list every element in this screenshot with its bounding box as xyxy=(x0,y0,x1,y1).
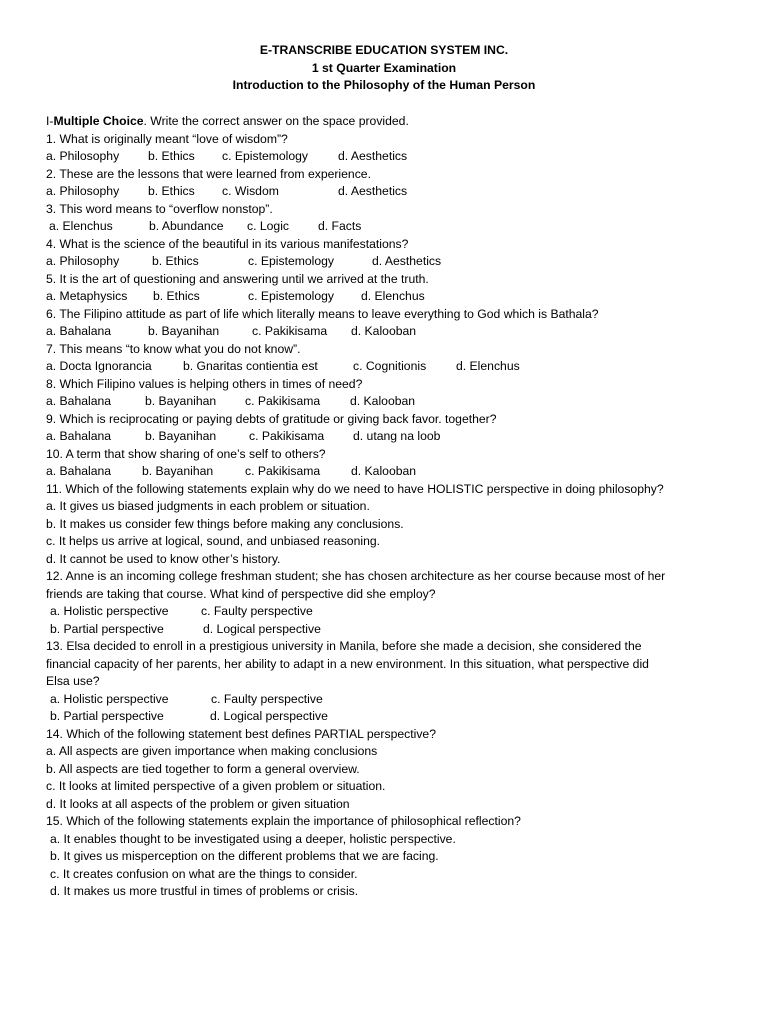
question-13-line-3: Elsa use? xyxy=(46,674,100,688)
q14-option-c: c. It looks at limited perspective of a given problem or situation. xyxy=(46,779,386,793)
question-13-line-2: financial capacity of her parents, her ability to adapt in a new environment. In this situation, what perspective did xyxy=(46,656,649,671)
question-12-line-1: 12. Anne is an incoming college freshman student; she has chosen architecture as her course because most of her xyxy=(46,569,666,583)
instructions: I-Multiple Choice. Write the correct answer on the space provided. xyxy=(46,114,409,128)
options-6: a. Bahalana b. Bayanihan c. Pakikisama d. Kalooban xyxy=(46,324,417,338)
question-4: 4. What is the science of the beautiful in its various manifestations? xyxy=(46,236,409,251)
q15-option-a: a. It enables thought to be investigated using a deeper, holistic perspective. xyxy=(50,831,456,846)
q11-option-c: c. It helps us arrive at logical, sound, and unbiased reasoning. xyxy=(46,534,381,548)
q12-options-row-2: b. Partial perspective d. Logical perspective xyxy=(50,621,321,636)
company-name: E-TRANSCRIBE EDUCATION SYSTEM INC. xyxy=(259,43,509,57)
question-10: 10. A term that show sharing of one’s self to others? xyxy=(46,446,326,461)
q15-option-b: b. It gives us misperception on the different problems that we are facing. xyxy=(50,849,439,863)
question-5: 5. It is the art of questioning and answering until we arrived at the truth. xyxy=(46,271,429,286)
options-7: a. Docta Ignorancia b. Gnaritas contientia est c. Cognitionis d. Elenchus xyxy=(46,359,520,373)
q14-option-b: b. All aspects are tied together to form a general overview. xyxy=(46,761,360,776)
exam-title: 1 st Quarter Examination xyxy=(311,60,457,75)
subject-title: Introduction to the Philosophy of the Human Person xyxy=(232,78,536,92)
question-9: 9. Which is reciprocating or paying debts of gratitude or giving back favor. together? xyxy=(46,411,497,426)
exam-header xyxy=(0,42,768,95)
q11-option-b: b. It makes us consider few things before making any conclusions. xyxy=(46,516,404,531)
q11-option-a: a. It gives us biased judgments in each problem or situation. xyxy=(46,499,370,513)
question-1: 1. What is originally meant “love of wisdom”? xyxy=(46,131,288,146)
question-14: 14. Which of the following statement best defines PARTIAL perspective? xyxy=(46,726,436,741)
question-15: 15. Which of the following statements explain the importance of philosophical reflection? xyxy=(46,814,521,828)
question-7: 7. This means “to know what you do not know”. xyxy=(46,341,301,356)
options-2: a. Philosophy b. Ethics c. Wisdom d. Aesthetics xyxy=(46,184,408,198)
question-11: 11. Which of the following statements explain why do we need to have HOLISTIC perspective in doing philosophy? xyxy=(46,481,664,496)
exam-body xyxy=(46,113,726,901)
question-3: 3. This word means to “overflow nonstop”. xyxy=(46,201,273,216)
q12-options-row-1: a. Holistic perspective c. Faulty perspective xyxy=(50,604,313,618)
q14-option-a: a. All aspects are given importance when making conclusions xyxy=(46,744,378,758)
options-3: a. Elenchus b. Abundance c. Logic d. Facts xyxy=(49,219,362,233)
question-13-line-1: 13. Elsa decided to enroll in a prestigious university in Manila, before she made a decision, she considered the xyxy=(46,639,642,653)
question-12-line-2: friends are taking that course. What kind of perspective did she employ? xyxy=(46,586,436,601)
question-6: 6. The Filipino attitude as part of life which literally means to leave everything to God which is Bathala? xyxy=(46,306,599,321)
q14-option-d: d. It looks at all aspects of the problem or given situation xyxy=(46,796,350,811)
question-2: 2. These are the lessons that were learned from experience. xyxy=(46,166,371,181)
q13-options-row-1: a. Holistic perspective c. Faulty perspective xyxy=(50,691,323,706)
options-5: a. Metaphysics b. Ethics c. Epistemology d. Elenchus xyxy=(46,289,425,303)
options-4: a. Philosophy b. Ethics c. Epistemology d. Aesthetics xyxy=(46,254,442,268)
options-9: a. Bahalana b. Bayanihan c. Pakikisama d. utang na loob xyxy=(46,429,441,443)
options-8: a. Bahalana b. Bayanihan c. Pakikisama d. Kalooban xyxy=(46,394,416,408)
options-1: a. Philosophy b. Ethics c. Epistemology d. Aesthetics xyxy=(46,149,408,163)
q15-option-c: c. It creates confusion on what are the things to consider. xyxy=(50,866,358,881)
q13-options-row-2: b. Partial perspective d. Logical perspective xyxy=(50,709,328,723)
q15-option-d: d. It makes us more trustful in times of problems or crisis. xyxy=(50,884,359,898)
q11-option-d: d. It cannot be used to know other’s history. xyxy=(46,551,281,566)
options-10: a. Bahalana b. Bayanihan c. Pakikisama d. Kalooban xyxy=(46,464,417,478)
section-title: Multiple Choice xyxy=(53,114,144,128)
question-8: 8. Which Filipino values is helping others in times of need? xyxy=(46,376,363,391)
